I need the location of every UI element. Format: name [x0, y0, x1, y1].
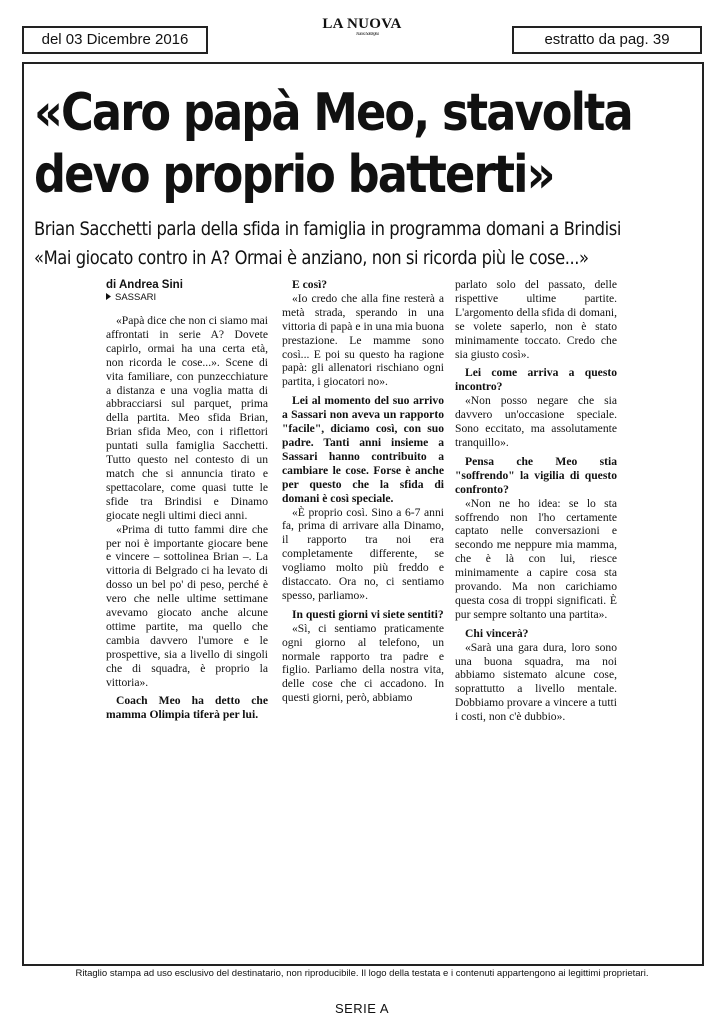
- logo-name: LA NUOVA: [322, 16, 402, 32]
- section-label: SERIE A: [334, 1001, 390, 1016]
- page-box: estratto da pag. 39: [512, 26, 702, 54]
- newspaper-logo: [322, 16, 402, 37]
- answer-paragraph: «Sarà una gara dura, loro sono una buona squadra, ma noi abbiamo sistemato alcune cose, soprattutto a livello mentale. Dobbiamo provare a vincere a tutti i costi, non c'è dubbio».: [455, 640, 617, 724]
- footer-disclaimer: Ritaglio stampa ad uso esclusivo del destinatario, non riproducibile. Il logo della testata e i contenuti appartengono ai legittimi proprietari.: [75, 968, 649, 979]
- subtitle-line-1: Brian Sacchetti parla della sfida in famiglia in programma domani a Brindisi: [34, 218, 621, 240]
- question-paragraph: Lei al momento del suo arrivo a Sassari non aveva un rapporto "facile", diciamo così, con suo padre. Tanti anni insieme a Sassari hanno contribuito a cambiare le cose. Forse è anche per questo che la sfida di domani è così speciale.: [282, 394, 444, 505]
- dateline-marker-icon: [106, 293, 111, 300]
- dateline: [106, 292, 268, 304]
- logo-subtitle: Nuova Sardegna: [356, 32, 379, 37]
- answer-paragraph: parlato solo del passato, delle rispettive ultime partite. L'argomento della sfida di domani, se volete saperlo, non è stato minimamente toccato. Credo che sia giusto così».: [455, 278, 617, 361]
- answer-paragraph: «Sì, ci sentiamo praticamente ogni giorno al telefono, un normale rapporto tra padre e figlio. Parliamo della nostra vita, delle cose che ci accadono. In questi giorni, però, abbiamo: [282, 621, 444, 705]
- question-paragraph: In questi giorni vi siete sentiti?: [292, 607, 444, 621]
- column-body-2: [282, 278, 444, 705]
- question-paragraph: Chi vincerà?: [465, 626, 529, 640]
- question-paragraph: E così?: [292, 278, 328, 291]
- title-line-2: devo proprio batterti»: [34, 145, 554, 205]
- answer-paragraph: «Non ne ho idea: se lo sta soffrendo non l'ho certamente captato nelle conversazioni e secondo me neppure mia mamma, che è là con lui, riesce minimamente a capire cosa sta provando. Ma non carichiamo questa cosa di troppi significati. È pur sempre soltanto una partita».: [455, 496, 617, 621]
- subtitle-line-2: «Mai giocato contro in A? Ormai è anziano, non si ricorda più le cose...»: [34, 247, 589, 269]
- question-paragraph: Pensa che Meo stia "soffrendo" la vigilia di questo confronto?: [455, 454, 617, 496]
- article-column-2: [282, 278, 444, 705]
- answer-paragraph: «Non posso negare che sia davvero un'occasione speciale. Sono eccitato, ma assolutamente tranquillo».: [455, 394, 617, 449]
- column-body-1: [106, 314, 268, 722]
- column-body-3: [455, 278, 617, 724]
- title-line-1: «Caro papà Meo, stavolta: [34, 83, 632, 143]
- article-column-3: [455, 278, 617, 724]
- date-box: del 03 Dicembre 2016: [22, 26, 208, 54]
- question-paragraph: Coach Meo ha detto che mamma Olimpia tiferà per lui.: [106, 694, 268, 722]
- byline: di Andrea Sini: [106, 279, 183, 291]
- article-title: [34, 82, 632, 206]
- answer-paragraph: «Io credo che alla fine resterà a metà strada, sperando in una vittoria di papà e in una mia buona prestazione. Le mamme sono così... E poi su questo ha ragione papà: gli allenatori rischiano ogni partita, i giocatori no».: [282, 291, 444, 389]
- answer-paragraph: «È proprio così. Sino a 6-7 anni fa, prima di arrivare alla Dinamo, il rapporto tra noi era completamente differente, se vogliamo molto più freddo e distaccato. Ora no, ci sentiamo spesso, parliamo».: [282, 505, 444, 602]
- article-column-1: [106, 278, 268, 722]
- question-paragraph: Lei come arriva a questo incontro?: [455, 366, 617, 394]
- answer-paragraph: «Papà dice che non ci siamo mai affrontati in serie A? Dovete capirlo, ormai ha una certa età, non ricorda le cose...». Scene di vita familiare, con punzecchiature a distanza e una voglia matta di abbracciarsi sul parquet, prima della partita. Meo sfida Brian, Brian sfida Meo, con i riflettori puntati sulla famiglia Sacchetti. Tutto questo nel contesto di un match che si annuncia tirato e spettacolare, come quasi tutte le sfide tra Brindisi e Dinamo giocate negli ultimi dieci anni.: [106, 314, 268, 522]
- dateline-text: SASSARI: [115, 292, 157, 303]
- answer-paragraph: «Prima di tutto fammi dire che per noi è importante giocare bene e vincere – sottolinea Brian –. La vittoria di Belgrado ci ha levato di dosso un bel po' di peso, perché è vero che nelle ultime settimane avevamo giocato anche alcune ottime partite, ma quello che cambia davvero l'umore e le prospettive, sia a livello di singoli che di squadra, è proprio la vittoria».: [106, 522, 268, 689]
